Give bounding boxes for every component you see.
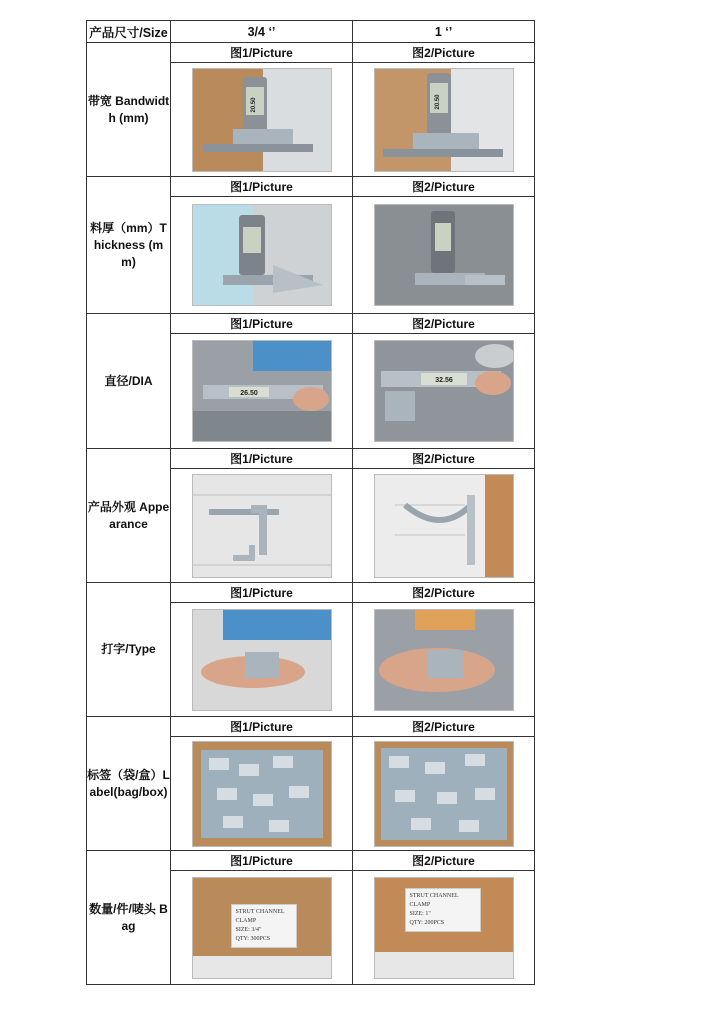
- row-label-type: 打字/Type: [87, 583, 171, 717]
- picture-1-label: 图1/Picture: [171, 583, 353, 603]
- row-label-bandwidth: 带宽 Bandwidth (mm): [87, 43, 171, 177]
- picture-2-label: 图2/Picture: [353, 177, 535, 197]
- type-photo-2: [374, 609, 514, 711]
- bandwidth-photo-2: [374, 68, 514, 172]
- size-1-header: 1 ‘’: [353, 21, 535, 43]
- thickness-photo-1: [192, 204, 332, 306]
- type-photo-1: [192, 609, 332, 711]
- row-label-dia: 直径/DIA: [87, 314, 171, 449]
- picture-1-label: 图1/Picture: [171, 43, 353, 63]
- svg-text:26.50: 26.50: [239, 390, 258, 397]
- picture-2-label: 图2/Picture: [353, 583, 535, 603]
- bag-label-card-2: STRUT CHANNEL CLAMP SIZE: 1" QTY: 200PCS: [405, 888, 481, 932]
- row-label-appearance: 产品外观 Appearance: [87, 449, 171, 583]
- picture-1-label: 图1/Picture: [171, 851, 353, 871]
- row-label-label: 标签（袋/盒）Label(bag/box): [87, 717, 171, 851]
- appearance-photo-1: [192, 474, 332, 578]
- dia-photo-2: [374, 340, 514, 442]
- dia-photo-1: [192, 340, 332, 442]
- picture-1-label: 图1/Picture: [171, 449, 353, 469]
- label-photo-1: [192, 741, 332, 847]
- picture-2-label: 图2/Picture: [353, 717, 535, 737]
- picture-1-label: 图1/Picture: [171, 314, 353, 334]
- bandwidth-photo-1: [192, 68, 332, 172]
- bag-label-card-1: STRUT CHANNEL CLAMP SIZE: 3/4" QTY: 300PCS: [231, 904, 297, 948]
- picture-2-label: 图2/Picture: [353, 314, 535, 334]
- bag-photo-1: [192, 877, 332, 979]
- row-label-thickness: 料厚（mm）Thickness (mm): [87, 177, 171, 314]
- svg-text:20.50: 20.50: [434, 93, 441, 110]
- size-header: 产品尺寸/Size: [87, 21, 171, 43]
- picture-2-label: 图2/Picture: [353, 43, 535, 63]
- label-photo-2: [374, 741, 514, 847]
- row-label-bag: 数量/件/唛头 Bag: [87, 851, 171, 985]
- thickness-photo-2: [374, 204, 514, 306]
- size-3-4-header: 3/4 ‘’: [171, 21, 353, 43]
- svg-text:20.50: 20.50: [250, 96, 257, 113]
- svg-text:32.56: 32.56: [434, 377, 453, 384]
- picture-2-label: 图2/Picture: [353, 851, 535, 871]
- picture-1-label: 图1/Picture: [171, 177, 353, 197]
- inspection-table: [86, 20, 535, 985]
- picture-2-label: 图2/Picture: [353, 449, 535, 469]
- bag-photo-2: [374, 877, 514, 979]
- appearance-photo-2: [374, 474, 514, 578]
- picture-1-label: 图1/Picture: [171, 717, 353, 737]
- header-row: [87, 21, 535, 43]
